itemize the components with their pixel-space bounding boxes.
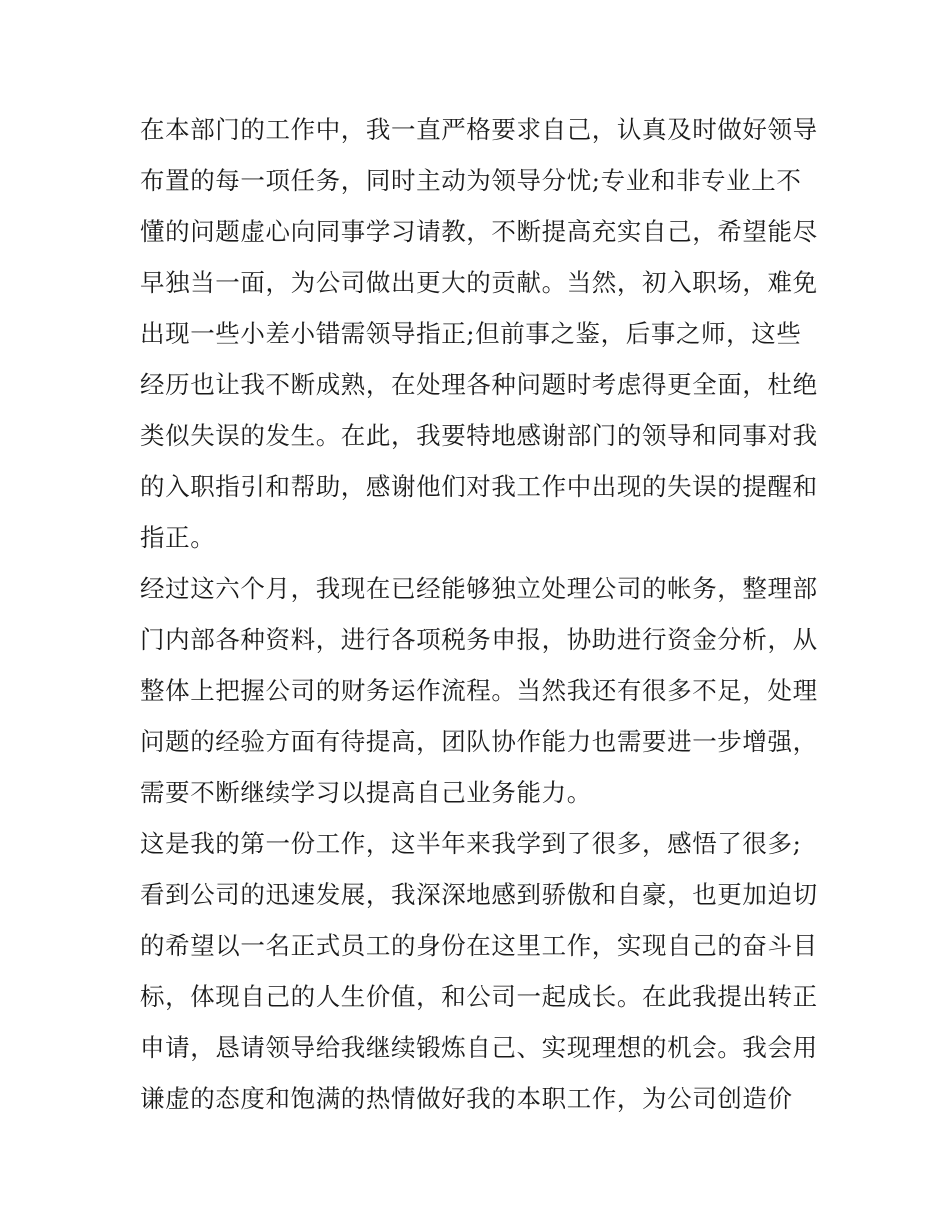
paragraph-2 — [140, 563, 820, 818]
text-line: 看到公司的迅速发展，我深深地感到骄傲和自豪，也更加迫切 — [140, 880, 818, 909]
text-line: 问题的经验方面有待提高，团队协作能力也需要进一步增强， — [140, 727, 818, 756]
text-line: 经历也让我不断成熟，在处理各种问题时考虑得更全面，杜绝 — [140, 370, 818, 399]
text-line: 经过这六个月，我现在已经能够独立处理公司的帐务，整理部 — [140, 574, 818, 603]
text-line: 需要不断继续学习以提高自己业务能力。 — [140, 778, 592, 807]
document-body — [140, 104, 820, 1124]
text-line: 在本部门的工作中，我一直严格要求自己，认真及时做好领导 — [140, 115, 818, 144]
text-line: 谦虚的态度和饱满的热情做好我的本职工作，为公司创造价 — [140, 1084, 793, 1113]
text-line: 指正。 — [140, 523, 216, 552]
text-line: 早独当一面，为公司做出更大的贡献。当然，初入职场，难免 — [140, 268, 818, 297]
text-line: 的希望以一名正式员工的身份在这里工作，实现自己的奋斗目 — [140, 931, 818, 960]
text-line: 这是我的第一份工作，这半年来我学到了很多，感悟了很多; — [140, 829, 802, 858]
paragraph-1 — [140, 104, 820, 563]
text-line: 出现一些小差小错需领导指正;但前事之鉴，后事之师，这些 — [140, 319, 802, 348]
text-line: 门内部各种资料，进行各项税务申报，协助进行资金分析，从 — [140, 625, 818, 654]
text-line: 懂的问题虚心向同事学习请教，不断提高充实自己，希望能尽 — [140, 217, 818, 246]
text-line: 布置的每一项任务，同时主动为领导分忧;专业和非专业上不 — [140, 166, 802, 195]
text-line: 申请，恳请领导给我继续锻炼自己、实现理想的机会。我会用 — [140, 1033, 818, 1062]
text-line: 的入职指引和帮助，感谢他们对我工作中出现的失误的提醒和 — [140, 472, 818, 501]
text-line: 类似失误的发生。在此，我要特地感谢部门的领导和同事对我 — [140, 421, 818, 450]
text-line: 标，体现自己的人生价值，和公司一起成长。在此我提出转正 — [140, 982, 818, 1011]
text-line: 整体上把握公司的财务运作流程。当然我还有很多不足，处理 — [140, 676, 818, 705]
paragraph-3 — [140, 818, 820, 1124]
